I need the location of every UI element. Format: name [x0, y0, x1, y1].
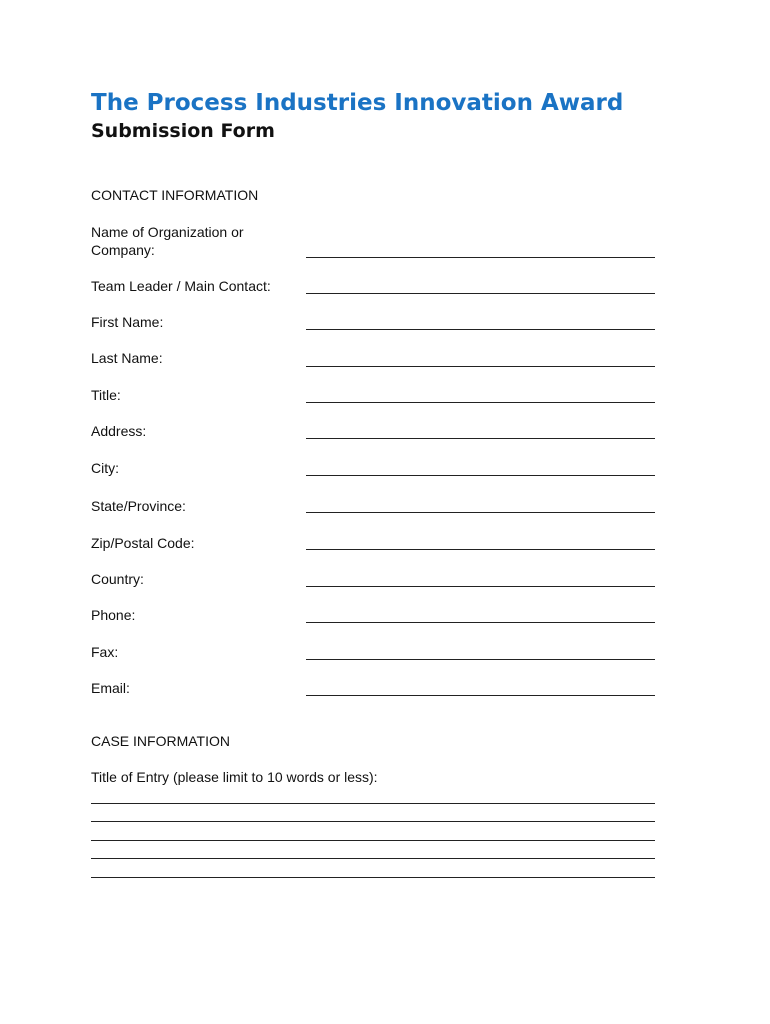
email-label: Email:: [91, 680, 130, 696]
entry-title-line-2[interactable]: [91, 821, 655, 822]
title-label: Title:: [91, 387, 121, 403]
organization-field[interactable]: [306, 257, 655, 258]
country-field[interactable]: [306, 586, 655, 587]
first-name-label: First Name:: [91, 314, 164, 330]
email-field[interactable]: [306, 695, 655, 696]
zip-postal-label: Zip/Postal Code:: [91, 535, 195, 551]
phone-field[interactable]: [306, 622, 655, 623]
country-label: Country:: [91, 571, 144, 587]
form-title: The Process Industries Innovation Award: [91, 90, 624, 116]
title-field[interactable]: [306, 402, 655, 403]
form-subtitle: Submission Form: [91, 120, 275, 142]
contact-section-heading: CONTACT INFORMATION: [91, 187, 259, 203]
organization-label: Name of Organization or Company:: [91, 224, 244, 258]
zip-postal-field[interactable]: [306, 549, 655, 550]
city-field[interactable]: [306, 475, 655, 476]
address-field[interactable]: [306, 438, 655, 439]
team-leader-label: Team Leader / Main Contact:: [91, 278, 271, 294]
team-leader-field[interactable]: [306, 293, 655, 294]
state-province-label: State/Province:: [91, 498, 186, 514]
phone-label: Phone:: [91, 607, 136, 623]
address-label: Address:: [91, 423, 147, 439]
last-name-label: Last Name:: [91, 350, 163, 366]
entry-title-line-5[interactable]: [91, 877, 655, 878]
city-label: City:: [91, 460, 119, 476]
first-name-field[interactable]: [306, 329, 655, 330]
entry-title-line-4[interactable]: [91, 858, 655, 859]
entry-title-line-3[interactable]: [91, 840, 655, 841]
last-name-field[interactable]: [306, 366, 655, 367]
state-province-field[interactable]: [306, 512, 655, 513]
fax-label: Fax:: [91, 644, 119, 660]
case-section-heading: CASE INFORMATION: [91, 733, 230, 749]
entry-title-line-1[interactable]: [91, 803, 655, 804]
entry-title-label: Title of Entry (please limit to 10 words or less):: [91, 769, 378, 785]
fax-field[interactable]: [306, 659, 655, 660]
